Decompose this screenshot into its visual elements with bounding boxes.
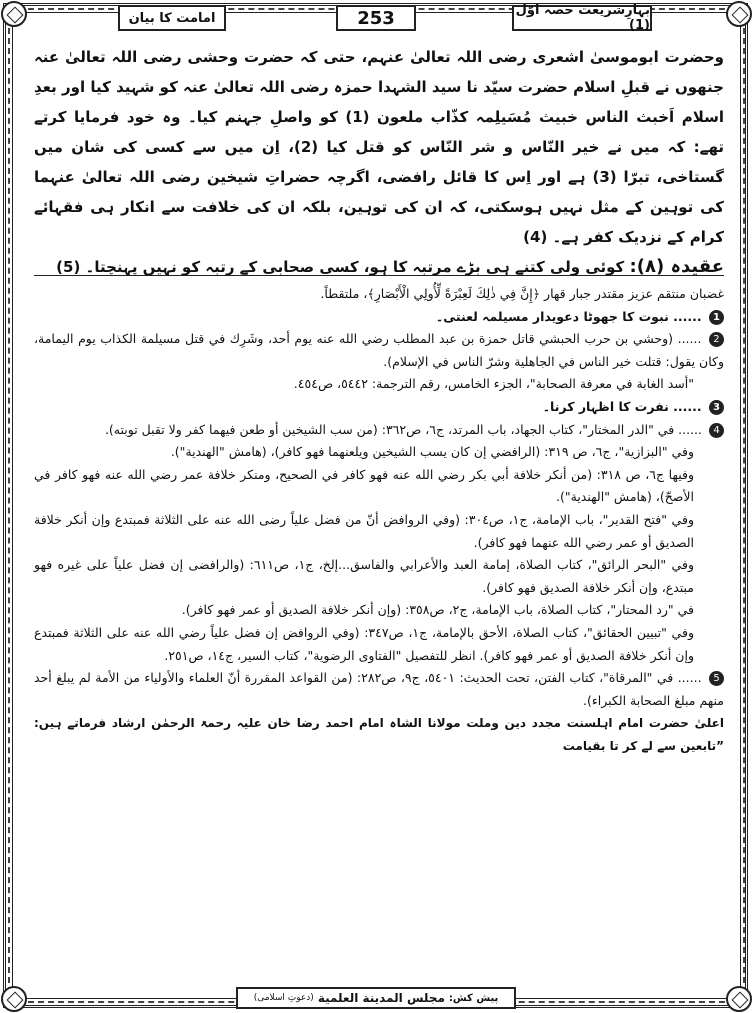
footnote-1 bbox=[34, 306, 724, 329]
closing-line: اعلیٰ حضرت امام اہلسنت مجدد دین وملت مولانا الشاہ امام احمد رضا خان علیہ رحمۃ الرحمٰن ارشاد فرماتے ہیں: ”تابعین سے لے کر تا بقیامت bbox=[34, 716, 724, 753]
footnote-number-2: 2 bbox=[709, 332, 724, 347]
footnote-4-line: وفي "البزازية"، ج٦، ص ٣١٩: (الرافضي إن كان يسب الشيخين ويلعنهما فهو كافر)، (هامش "الهندية"). bbox=[170, 444, 694, 460]
corner-ornament-icon bbox=[726, 986, 752, 1012]
header-chapter-title bbox=[118, 5, 226, 31]
footnote-divider bbox=[34, 275, 724, 276]
footnote-4-line: وفي "تبيين الحقائق"، كتاب الصلاة، الأحق بالإمامة، ج١، ص٣٤٧: (وفي الروافض إن فضل علياً رضي الله عنه على الثلاثة فمبتدع وإن أنكر خلافة الصديق أو عمر فهو كافر). انظر للتفصيل "الفتاوى الرضوية"، كتاب السير، ج١٤، ص٢٥١. bbox=[34, 624, 694, 663]
corner-ornament-icon bbox=[1, 1, 27, 27]
main-text bbox=[34, 42, 724, 282]
footnote-3-text: ...... نفرت کا اظہار کرنا۔ bbox=[542, 398, 702, 414]
footer-prefix: پیش کش: bbox=[448, 992, 499, 1004]
footnote-number-3: 3 bbox=[709, 400, 724, 415]
footer-publisher bbox=[236, 987, 516, 1009]
footnote-number-4: 4 bbox=[709, 423, 724, 438]
header-book-title bbox=[512, 5, 652, 31]
footnote-4-line: وفي "البحر الرائق"، كتاب الصلاة، إمامة العبد والأعرابي والفاسق...إلخ، ج١، ص٦١١: (والرافضى إن فضل علياً على غيره فهو مبتدع، وإن أنكر خلافة الصديق فهو كافر). bbox=[34, 557, 694, 595]
footnote-2 bbox=[34, 328, 724, 373]
footer-title: مجلس المدينة العلمية bbox=[317, 991, 445, 1005]
footnote-4-line: وفيها ج٦، ص ٣١٨: (من أنكر خلافة أبي بكر رضي الله عنه فهو كافر في الصحيح، ومنكر خلافة عمر رضي الله عنه فهو كافر في الأصحّ)، (هامش "الهندية"). bbox=[34, 466, 694, 505]
footnote-4 bbox=[34, 419, 724, 442]
main-paragraph: وحضرت ابوموسیٰ اشعری رضی اللہ تعالیٰ عنہم، حتی کہ حضرت وحشی رضی اللہ تعالیٰ عنہ جنھوں نے قبلِ اسلام حضرت سیّد نا سید الشہدا حمزہ رضی اللہ تعالیٰ عنہ کو شہید کیا اور بعدِ اسلام اَخبث الناس خبیث مُسَیلِمہ کذّاب ملعون (1) کو واصلِ جہنم کیا۔ وہ خود فرمایا کرتے تھے: کہ میں نے خیر النّاس و شر النّاس کو قتل کیا (2)، اِن میں سے کسی کی شان میں گستاخی، تبرّا (3) ہے اور اِس کا قائل رافضی، اگرچہ حضراتِ شیخین رضی اللہ تعالیٰ عنہما کی توہین کے مثل نہیں ہوسکتی، کہ ان کی توہین، بلکہ ان کی خلافت سے انکار ہی فقہائے کرام کے نزدیک کفر ہے۔ (4) bbox=[34, 48, 724, 246]
footnote-2-text: ...... (وحشي بن حرب الحبشي قاتل حمزة بن عبد المطلب رضي الله عنه يوم أحد، وشَرِك في قتل مسيلمة الكذاب يوم اليمامة، وكان يقول: قتلت خير الناس في الجاهلية وشرّ الناس في الإسلام). bbox=[34, 331, 724, 369]
aqeeda-label: عقیدہ (۸): bbox=[629, 256, 724, 277]
footnote-4-line: في "رد المحتار"، كتاب الصلاة، باب الإمامة، ج٢، ص٣٥٨: (وإن أنكر خلافة الصديق أو عمر فهو كافر). bbox=[181, 602, 694, 618]
footnote-4-text: ...... في "الدر المختار"، كتاب الجهاد، باب المرتد، ج٦، ص٣٦٢: (من سب الشيخين أو طعن فيهما كفر ولا تقبل توبته). bbox=[104, 421, 703, 437]
chapter-title: امامت کا بیان bbox=[128, 10, 216, 26]
footnote-5-text: ...... في "المرقاة"، كتاب الفتن، تحت الحديث: ٥٤٠١، ج٩، ص٢٨٢: (من القواعد المقررة أنّ العلماء والأولياء من الأمة لم يبلغ أحد منهم مبلغ الصحابة الكبراء). bbox=[34, 670, 724, 708]
footnote-2-source: "أسد الغابة في معرفة الصحابة"، الجزء الخامس، رقم الترجمة: ٥٤٤٢، ص٤٥٤. bbox=[293, 376, 694, 392]
footnote-1-text: ...... نبوت کا جھوٹا دعویدار مسیلمہ لعنتی۔ bbox=[435, 308, 702, 324]
page-number: 253 bbox=[357, 7, 395, 29]
footnotes bbox=[34, 283, 724, 757]
footnote-3 bbox=[34, 396, 724, 419]
aqeeda-paragraph bbox=[34, 252, 724, 282]
header-page-number bbox=[336, 5, 416, 31]
footnote-number-1: 1 bbox=[709, 310, 724, 325]
corner-ornament-icon bbox=[1, 986, 27, 1012]
footnote-5 bbox=[34, 667, 724, 712]
corner-ornament-icon bbox=[726, 1, 752, 27]
footer-subtitle: (دعوتِ اسلامی) bbox=[253, 993, 314, 1003]
aqeeda-text: کوئی ولی کتنے ہی بڑے مرتبہ کا ہو، کسی صحابی کے رتبہ کو نہیں پہنچتا۔ (5) bbox=[56, 258, 625, 276]
footnote-intro: غضبان منتقم عزيز مقتدر جبار قهار ﴿إِنَّ فِي ذٰلِكَ لَعِبْرَةً لِّأُولِي الْأَبْصَارِ﴾، ملتقطاً. bbox=[320, 286, 724, 301]
book-title: بہارِشریعت حصہ اوّل (1) bbox=[515, 3, 650, 33]
footnote-4-line: وفي "فتح القدير"، باب الإمامة، ج١، ص٣٠٤: (وفي الروافض أنّ من فضل علياً رضى الله عنه على الثلاثة فمبتدع وإن أنكر خلافة الصديق أو عمر رضي الله عنهما فهو كافر). bbox=[34, 511, 694, 550]
footnote-number-5: 5 bbox=[709, 671, 724, 686]
